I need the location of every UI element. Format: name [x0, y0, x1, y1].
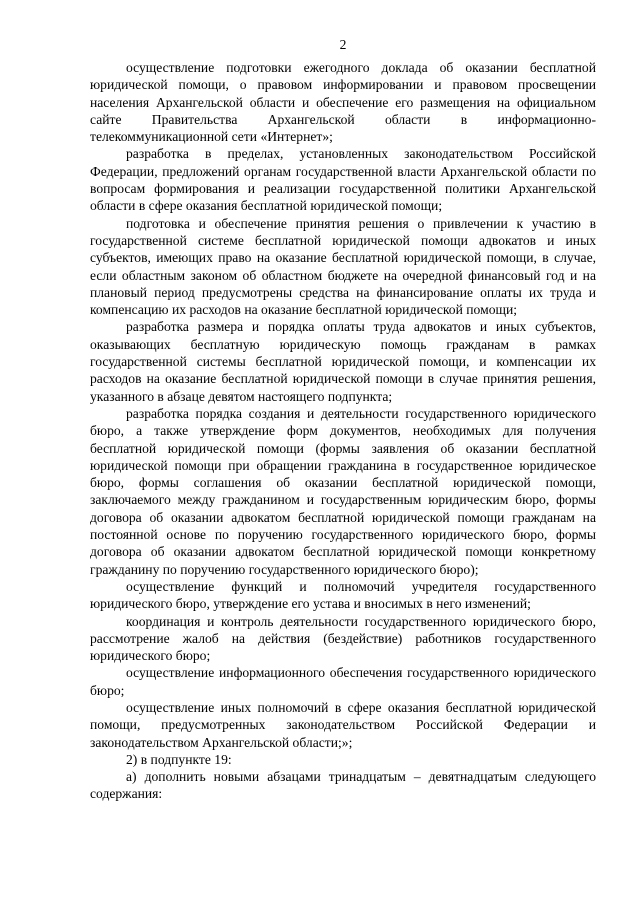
paragraph-subitem-19: 2) в подпункте 19: [126, 751, 232, 767]
paragraph-add-new-paragraphs: а) дополнить новыми абзацами тринадцатым – девятнадцатым следующего содержания: [90, 769, 596, 802]
paragraph-coordination-control: координация и контроль деятельности государственного юридического бюро, рассмотрение жалоб на действия (бездействие) работников государственного юридического бюро; [90, 613, 596, 664]
paragraph-policy-proposals: разработка в пределах, установленных законодательством Российской Федерации, предложений органам государственной власти Архангельской области по вопросам формирования и реализации государственной политики Архангельской области в сфере оказания бесплатной юридической помощи; [90, 146, 596, 214]
paragraph-information-support: осуществление информационного обеспечения государственного юридического бюро; [90, 665, 596, 698]
paragraph-payment-development: разработка размера и порядка оплаты труда адвокатов и иных субъектов, оказывающих бесплатную юридическую помощь гражданам в рамках государственной системы бесплатной юридической помощи, и компенсации их расходов на оказание бесплатной юридической помощи в случае принятия решения, указанного в абзаце девятом настоящего подпункта; [90, 319, 596, 404]
paragraph-decision-involvement: подготовка и обеспечение принятия решения о привлечении к участию в государственной системе бесплатной юридической помощи адвокатов и иных субъектов, имеющих право на оказание бесплатной юридической помощи, в случае, если областным законом об областном бюджете на очередной финансовый год и на плановый период предусмотрены средства на финансирование оплаты их труда и компенсацию их расходов на оказание бесплатной юридической помощи; [90, 215, 596, 318]
paragraph-bureau-procedure: разработка порядка создания и деятельности государственного юридического бюро, а также утверждение форм документов, необходимых для получения бесплатной юридической помощи (формы заявления об оказании бесплатной юридической помощи при обращении гражданина в государственное юридическое бюро, формы соглашения об оказании бесплатной юридической помощи, заключаемого между гражданином и государственным юридическим бюро, формы договора об оказании адвокатом бесплатной юридической помощи гражданам на постоянной основе по поручению государственного юридического бюро, формы договора об оказании адвокатом бесплатной юридической помощи конкретному гражданину по поручению государственного юридического бюро); [90, 405, 596, 577]
paragraph-other-powers: осуществление иных полномочий в сфере оказания бесплатной юридической помощи, предусмотренных законодательством Российской Федерации и законодательством Архангельской области;»; [90, 699, 596, 750]
paragraph-founder-functions: осуществление функций и полномочий учредителя государственного юридического бюро, утверждение его устава и вносимых в него изменений; [90, 578, 596, 612]
paragraph-report-preparation: осуществление подготовки ежегодного доклада об оказании бесплатной юридической помощи, о правовом информировании и правовом просвещении населения Архангельской области и обеспечение его размещения на официальном сайте Правительства Архангельской области в информационно-телекоммуникационной сети «Интернет»; [90, 60, 596, 145]
page-number: 2 [339, 37, 347, 52]
